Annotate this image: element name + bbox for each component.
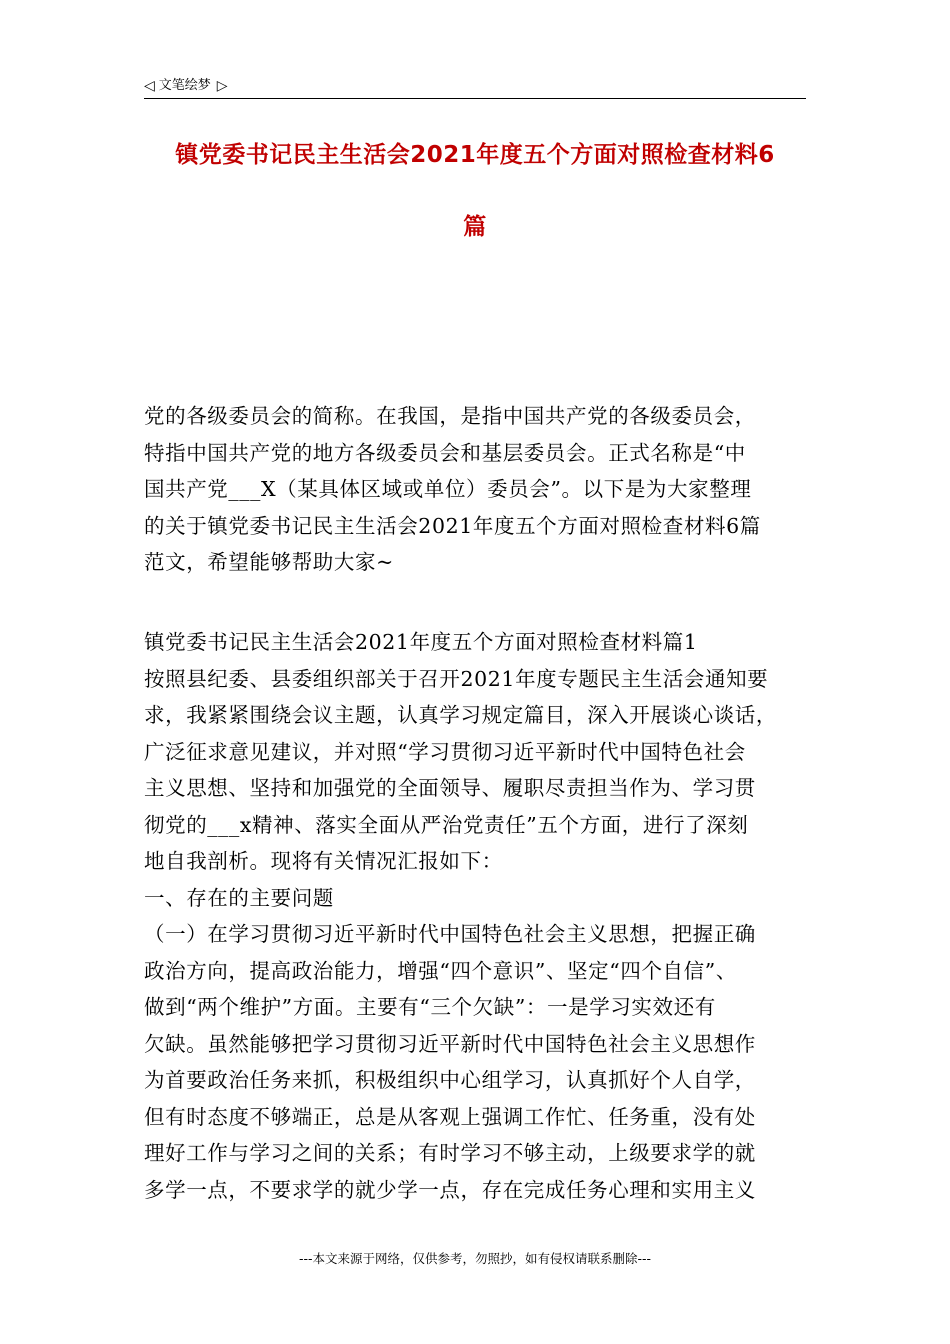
intro-paragraph xyxy=(144,398,808,581)
body-line: 彻党的___x精神、落实全面从严治党责任”五个方面，进行了深刻 xyxy=(144,812,749,837)
intro-line: 范文，希望能够帮助大家~ xyxy=(144,550,394,574)
subsection-heading: 一、存在的主要问题 xyxy=(144,885,334,910)
body-line: 地自我剖析。现将有关情况汇报如下： xyxy=(144,849,503,873)
intro-line: 党的各级委员会的简称。在我国，是指中国共产党的各级委员会， xyxy=(144,404,756,428)
body-line: 求，我紧紧围绕会议主题，认真学习规定篇目，深入开展谈心谈话， xyxy=(144,703,777,727)
brand-name: 文笔绘梦 xyxy=(158,78,211,93)
body-line: 欠缺。虽然能够把学习贯彻习近平新时代中国特色社会主义思想作 xyxy=(144,1031,756,1056)
body-line: 为首要政治任务来抓，积极组织中心组学习，认真抓好个人自学， xyxy=(144,1068,756,1092)
body-line: （一）在学习贯彻习近平新时代中国特色社会主义思想，把握正确 xyxy=(144,922,756,946)
body-line: 做到“两个维护”方面。主要有“三个欠缺”：一是学习实效还有 xyxy=(144,995,716,1019)
body-line: 主义思想、坚持和加强党的全面领导、履职尽责担当作为、学习贯 xyxy=(144,776,756,800)
intro-line: 特指中国共产党的地方各级委员会和基层委员会。正式名称是“中 xyxy=(144,440,746,465)
body-line: 按照县纪委、县委组织部关于召开2021年度专题民主生活会通知要 xyxy=(144,666,769,691)
document-title-line-1: 镇党委书记民主生活会2021年度五个方面对照检查材料6 xyxy=(175,142,775,168)
document-header xyxy=(144,76,228,96)
body-line: 理好工作与学习之间的关系；有时学习不够主动，上级要求学的就 xyxy=(144,1141,756,1165)
intro-line: 国共产党___X（某具体区域或单位）委员会”。以下是为大家整理 xyxy=(144,477,752,501)
disclaimer-footer: ---本文来源于网络，仅供参考，勿照抄，如有侵权请联系删除--- xyxy=(298,1251,652,1266)
main-body xyxy=(144,624,808,1208)
intro-line: 的关于镇党委书记民主生活会2021年度五个方面对照检查材料6篇 xyxy=(144,513,761,538)
triangle-right-icon: ▷ xyxy=(216,78,228,94)
body-line: 广泛征求意见建议，并对照“学习贯彻习近平新时代中国特色社会 xyxy=(144,739,746,764)
section-heading: 镇党委书记民主生活会2021年度五个方面对照检查材料篇1 xyxy=(144,630,698,654)
triangle-left-icon: ◁ xyxy=(144,78,155,94)
header-rule xyxy=(144,98,806,99)
body-line: 但有时态度不够端正，总是从客观上强调工作忙、任务重，没有处 xyxy=(144,1104,756,1129)
body-line: 政治方向，提高政治能力，增强“四个意识”、坚定“四个自信”、 xyxy=(144,958,737,983)
document-title-line-2: 篇 xyxy=(463,214,487,240)
body-line: 多学一点，不要求学的就少学一点，存在完成任务心理和实用主义 xyxy=(144,1177,756,1202)
